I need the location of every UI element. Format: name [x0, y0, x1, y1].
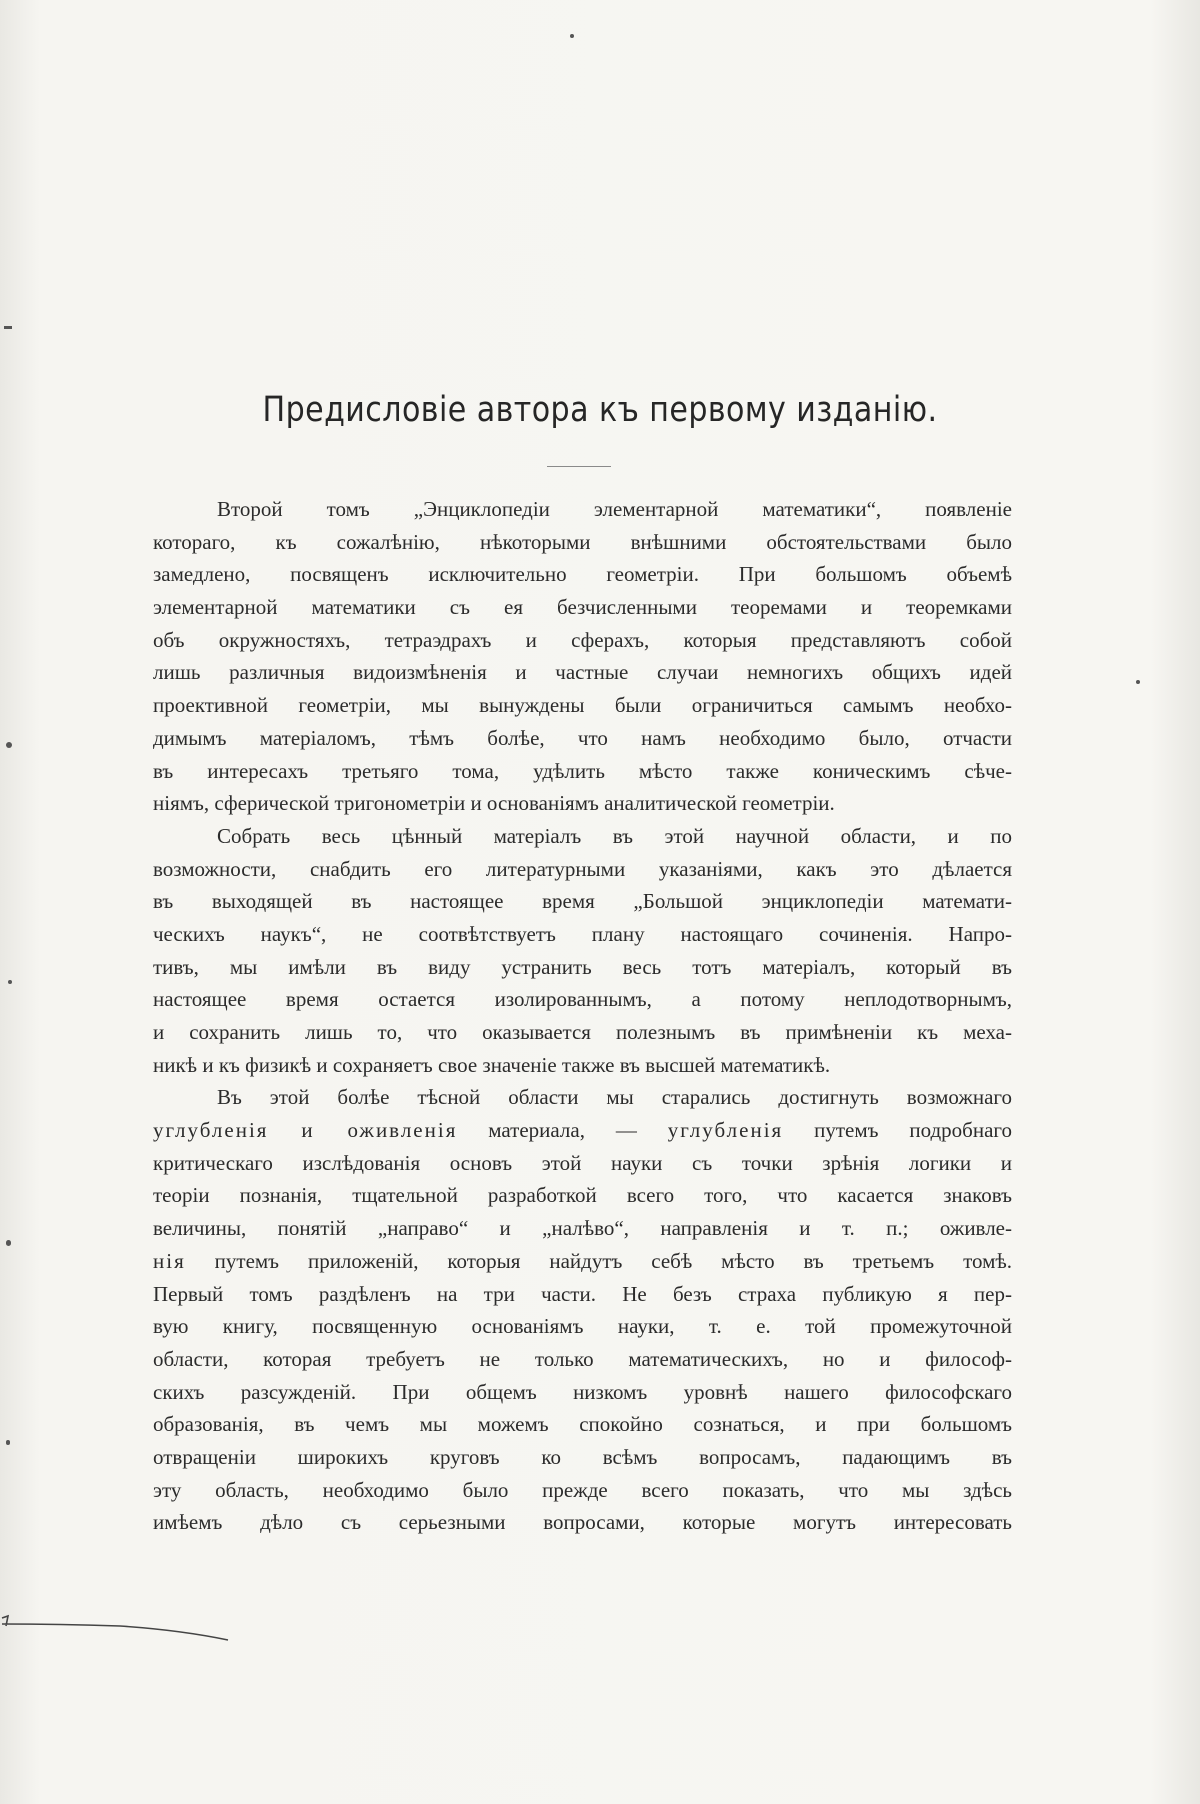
- margin-speck: [4, 326, 12, 329]
- text-line-mixed: [153, 1245, 1012, 1278]
- text-line: проективной геометріи, мы вынуждены были ограничиться самымъ необхо-: [153, 693, 1012, 718]
- text-line-mixed: [153, 1114, 1012, 1147]
- text-line: величины, понятій „направо“ и „налѣво“, направленія и т. п.; оживле-: [153, 1216, 1012, 1241]
- title-divider: [547, 466, 611, 467]
- text-line: Собрать весь цѣнный матеріалъ въ этой научной области, и по: [217, 823, 1012, 848]
- preface-body: [153, 493, 1012, 1539]
- text-line: котораго, къ сожалѣнію, нѣкоторыми внѣшними обстоятельствами было: [153, 529, 1012, 554]
- text-line: возможности, снабдить его литературными указаніями, какъ это дѣлается: [153, 856, 1012, 881]
- text-line: ческихъ наукъ“, не соотвѣтствуетъ плану настоящаго сочиненія. Напро-: [153, 921, 1012, 946]
- text-line: никѣ и къ физикѣ и сохраняетъ свое значеніе также въ высшей математикѣ.: [153, 1052, 831, 1077]
- text-line: имѣемъ дѣло съ серьезными вопросами, которые могутъ интересовать: [153, 1510, 1012, 1535]
- text-line: образованія, въ чемъ мы можемъ спокойно сознаться, и при большомъ: [153, 1412, 1012, 1437]
- text-line: вую книгу, посвященную основаніямъ науки, т. е. той промежуточной: [153, 1314, 1012, 1339]
- text-line: въ интересахъ третьяго тома, удѣлить мѣсто также коническимъ сѣче-: [153, 758, 1012, 783]
- margin-speck: [1136, 680, 1140, 684]
- text-line: критическаго изслѣдованія основъ этой науки съ точки зрѣнія логики и: [153, 1150, 1012, 1175]
- plain-text: материала, —: [488, 1118, 668, 1143]
- margin-speck: [570, 34, 574, 38]
- text-line: области, которая требуетъ не только математическихъ, но и философ-: [153, 1346, 1012, 1371]
- pencil-mark: [0, 1612, 230, 1642]
- text-line: эту область, необходимо было прежде всего показать, что мы здѣсь: [153, 1477, 1012, 1502]
- text-line: объ окружностяхъ, тетраэдрахъ и сферахъ, которыя представляютъ собой: [153, 627, 1012, 652]
- margin-speck: [8, 980, 12, 984]
- text-line: и сохранить лишь то, что оказывается полезнымъ въ примѣненіи къ меха-: [153, 1020, 1012, 1044]
- text-line: Второй томъ „Энциклопедіи элементарной математики“, появленіе: [217, 497, 1012, 521]
- emphasis-text: углубленія: [667, 1118, 784, 1143]
- text-line: лишь различныя видоизмѣненія и частные случаи немногихъ общихъ идей: [153, 660, 1012, 685]
- text-line: въ выходящей въ настоящее время „Большой энциклопедіи математи-: [153, 889, 1012, 914]
- text-line: ніямъ, сферической тригонометріи и основаніямъ аналитической геометріи.: [153, 791, 835, 816]
- emphasis-text: нія: [153, 1248, 186, 1273]
- preface-title: Предисловіе автора къ первому изданію.: [262, 390, 938, 430]
- text-line: Въ этой болѣе тѣсной области мы старались достигнуть возможнаго: [217, 1085, 1012, 1110]
- text-line: димымъ матеріаломъ, тѣмъ болѣе, что намъ необходимо было, отчасти: [153, 725, 1012, 750]
- emphasis-text: углубленія и оживленія: [153, 1118, 458, 1143]
- margin-speck: [6, 742, 12, 748]
- text-line: отвращеніи широкихъ круговъ ко всѣмъ вопросамъ, падающимъ въ: [153, 1444, 1012, 1469]
- plain-text: путемъ подробнаго: [814, 1118, 1012, 1143]
- text-line: Первый томъ раздѣленъ на три части. Не безъ страха публикую я пер-: [153, 1281, 1012, 1306]
- text-line: тивъ, мы имѣли въ виду устранить весь тотъ матеріалъ, который въ: [153, 954, 1012, 979]
- text-line: элементарной математики съ ея безчисленными теоремами и теоремками: [153, 595, 1012, 620]
- text-line: замедлено, посвященъ исключительно геометріи. При большомъ объемѣ: [153, 562, 1012, 587]
- text-line: настоящее время остается изолированнымъ, а потому неплодотворнымъ,: [153, 987, 1012, 1012]
- margin-speck: [6, 1440, 10, 1445]
- text-line: скихъ разсужденій. При общемъ низкомъ уровнѣ нашего философскаго: [153, 1379, 1012, 1404]
- plain-text: путемъ приложеній, которыя найдутъ себѣ мѣсто въ третьемъ томѣ.: [214, 1248, 1012, 1273]
- margin-speck: [6, 1240, 11, 1246]
- text-line: теоріи познанія, тщательной разработкой всего того, что касается знаковъ: [153, 1183, 1012, 1208]
